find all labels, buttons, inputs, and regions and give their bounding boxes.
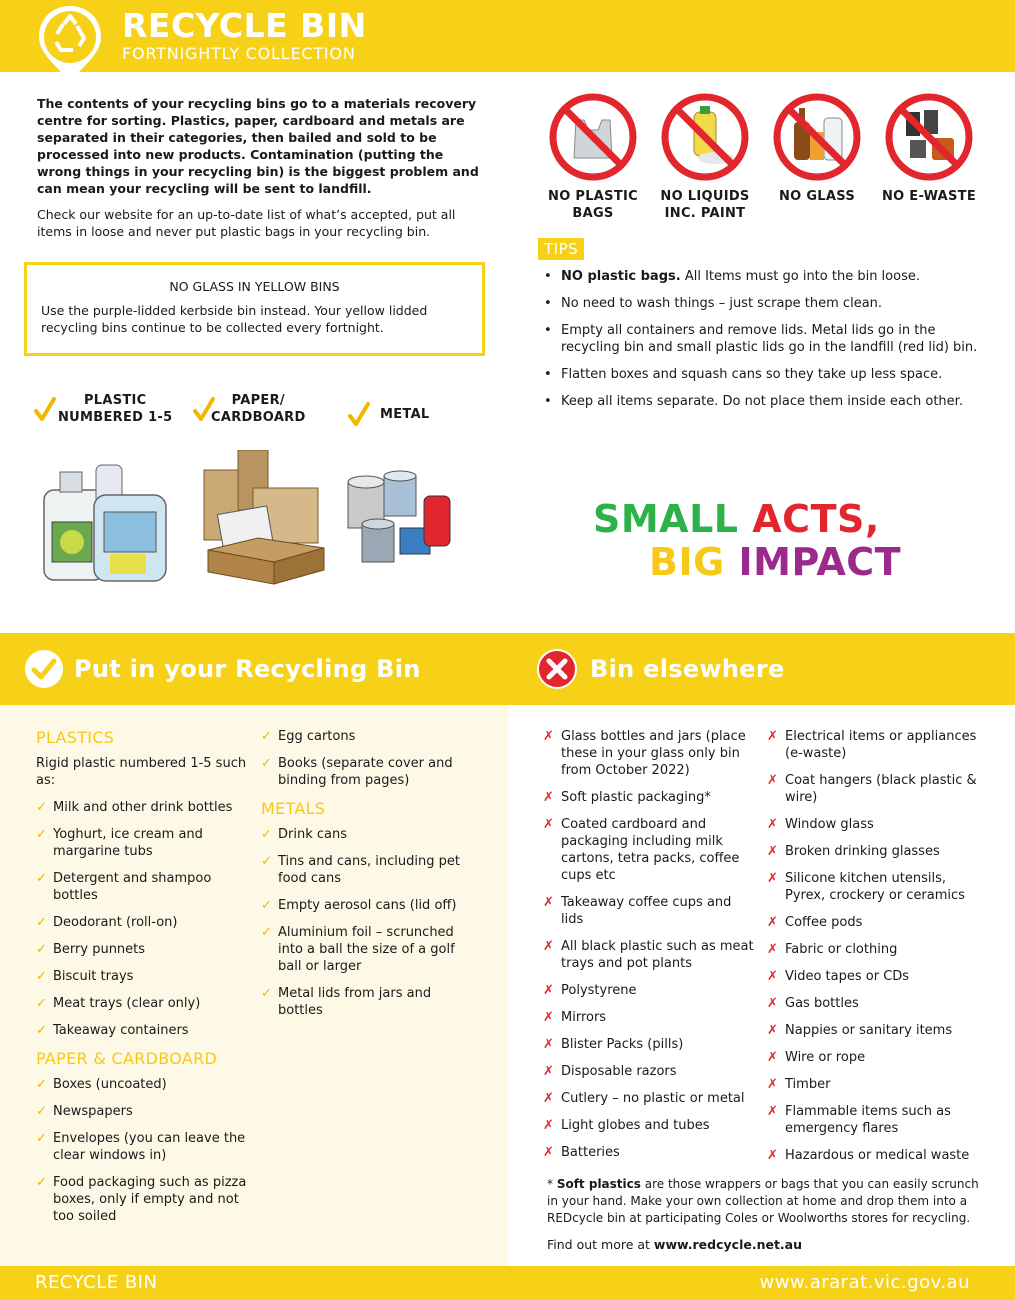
no-plastic-bags-icon: [548, 92, 638, 182]
list-item: ✓ Tins and cans, including pet food cans: [261, 853, 476, 887]
list-item: ✓ Envelopes (you can leave the clear windows in): [36, 1130, 251, 1164]
no-ewaste-label: NO E-WASTE: [881, 189, 977, 204]
list-item: ✓ Meat trays (clear only): [36, 995, 251, 1012]
list-item: ✗ Silicone kitchen utensils, Pyrex, crockery or ceramics: [767, 870, 989, 904]
list-item: ✗ Nappies or sanitary items: [767, 1022, 989, 1039]
plastics-intro: Rigid plastic numbered 1-5 such as:: [36, 756, 247, 788]
list-item: ✗ Soft plastic packaging*: [543, 789, 755, 806]
no-glass-label: NO GLASS: [778, 189, 855, 204]
no-glass-text: Use the purple-lidded kerbside bin instead. Your yellow lidded recycling bins continue to be collected every fortnight.: [41, 303, 428, 335]
tip-bold: NO plastic bags.: [561, 269, 681, 284]
metals-list: [261, 826, 476, 1019]
list-item: ✓ Empty aerosol cans (lid off): [261, 897, 476, 914]
tip-item: • Keep all items separate. Do not place them inside each other.: [544, 393, 989, 410]
tips-list: [544, 268, 989, 420]
list-item: ✗ Glass bottles and jars (place these in your glass only bin from October 2022): [543, 728, 755, 779]
list-item: ✗ Electrical items or appliances (e-waste): [767, 728, 989, 762]
slogan: [593, 498, 901, 584]
footer-title: RECYCLE BIN: [35, 1272, 158, 1293]
elsewhere-column-1: [543, 728, 755, 1171]
no-plastic-bags-label: NO PLASTIC BAGS: [548, 189, 638, 221]
find-out-label: Find out more at: [547, 1237, 654, 1252]
intro-bold-paragraph: The contents of your recycling bins go to a materials recovery centre for sorting. Plastics, paper, cardboard and metals are separated in their categories, then bailed and sold to be processed into new products. Contamination (putting the wrong things in your recycling bin) is the biggest problem and can mean your recycling will be sent to landfill.: [37, 96, 479, 196]
elsewhere-column-2: [767, 728, 989, 1174]
list-item: ✗ Polystyrene: [543, 982, 755, 999]
no-glass-title: NO GLASS IN YELLOW BINS: [169, 279, 340, 294]
tip-item: • No need to wash things – just scrape them clean.: [544, 295, 989, 312]
find-out-more: [547, 1237, 802, 1252]
no-liquids-label: NO LIQUIDS INC. PAINT: [660, 189, 750, 221]
category-plastic: [34, 392, 172, 426]
plastics-list: [36, 799, 251, 1039]
category-plastic-label: PLASTIC NUMBERED 1-5: [58, 393, 173, 425]
category-paper-label: PAPER/ CARDBOARD: [211, 393, 306, 425]
tip-item: • Flatten boxes and squash cans so they take up less space.: [544, 366, 989, 383]
list-item: ✓ Books (separate cover and binding from pages): [261, 755, 476, 789]
no-ewaste-item: [874, 92, 984, 205]
list-item: ✓ Newspapers: [36, 1103, 251, 1120]
elsewhere-list-2: [767, 728, 989, 1164]
put-in-column-2: [261, 728, 476, 1029]
list-item: ✓ Aluminium foil – scrunched into a ball the size of a golf ball or larger: [261, 924, 476, 975]
note-text: are those wrappers or bags that you can easily scrunch in your hand. Make your own collection at home and drop them into a REDcycle bin at participating Coles or Woolworths stores for recycling.: [547, 1177, 979, 1225]
list-item: ✗ Broken drinking glasses: [767, 843, 989, 860]
tip-text: All Items must go into the bin loose.: [680, 269, 920, 284]
list-item: ✗ Coffee pods: [767, 914, 989, 931]
cross-circle-icon: [537, 649, 577, 689]
no-glass-item: [762, 92, 872, 205]
tip-item: • Empty all containers and remove lids. Metal lids go in the recycling bin and small plastic lids go in the landfill (red lid) bin.: [544, 322, 989, 356]
list-item: ✗ Mirrors: [543, 1009, 755, 1026]
metals-heading: METALS: [261, 799, 326, 818]
list-item: ✗ Flammable items such as emergency flares: [767, 1103, 989, 1137]
paper-list-continued: [261, 728, 476, 789]
list-item: ✗ Coat hangers (black plastic & wire): [767, 772, 989, 806]
list-item: ✓ Deodorant (roll-on): [36, 914, 251, 931]
list-item: ✗ Disposable razors: [543, 1063, 755, 1080]
note-bold: Soft plastics: [556, 1177, 641, 1191]
list-item: ✓ Takeaway containers: [36, 1022, 251, 1039]
redcycle-link[interactable]: www.redcycle.net.au: [653, 1237, 803, 1252]
list-item: ✓ Detergent and shampoo bottles: [36, 870, 251, 904]
list-item: ✓ Metal lids from jars and bottles: [261, 985, 476, 1019]
soft-plastics-note: [547, 1176, 987, 1227]
page-subtitle: FORTNIGHTLY COLLECTION: [122, 44, 356, 63]
no-ewaste-icon: [884, 92, 974, 182]
list-item: ✗ Gas bottles: [767, 995, 989, 1012]
plastic-bottles-image: [38, 450, 170, 585]
put-in-heading: Put in your Recycling Bin: [74, 655, 421, 683]
list-item: ✗ All black plastic such as meat trays and pot plants: [543, 938, 755, 972]
list-item: ✓ Food packaging such as pizza boxes, only if empty and not too soiled: [36, 1174, 251, 1225]
no-glass-notice: [24, 262, 485, 356]
plastics-heading: PLASTICS: [36, 728, 115, 747]
category-paper: [193, 392, 306, 426]
bin-elsewhere-heading: Bin elsewhere: [590, 655, 785, 683]
tips-label: TIPS: [538, 238, 584, 260]
list-item: ✗ Coated cardboard and packaging including milk cartons, tetra packs, coffee cups etc: [543, 816, 755, 884]
list-item: ✗ Timber: [767, 1076, 989, 1093]
check-circle-icon: [24, 649, 64, 689]
cardboard-image: [198, 450, 328, 585]
list-item: ✗ Fabric or clothing: [767, 941, 989, 958]
list-item: ✗ Takeaway coffee cups and lids: [543, 894, 755, 928]
list-item: ✓ Drink cans: [261, 826, 476, 843]
category-metal: [348, 400, 430, 428]
list-item: ✗ Window glass: [767, 816, 989, 833]
list-item: ✗ Light globes and tubes: [543, 1117, 755, 1134]
list-item: ✓ Boxes (uncoated): [36, 1076, 251, 1093]
category-metal-label: METAL: [380, 406, 430, 422]
slogan-word: ACTS,: [752, 497, 880, 541]
slogan-word: SMALL: [593, 497, 739, 541]
no-glass-icon: [772, 92, 862, 182]
list-item: ✗ Wire or rope: [767, 1049, 989, 1066]
tip-item: [544, 268, 989, 285]
put-in-column-1: [36, 728, 251, 1235]
list-item: ✗ Blister Packs (pills): [543, 1036, 755, 1053]
list-item: ✓ Biscuit trays: [36, 968, 251, 985]
slogan-word: BIG: [649, 540, 725, 584]
list-item: ✓ Yoghurt, ice cream and margarine tubs: [36, 826, 251, 860]
paper-heading: PAPER & CARDBOARD: [36, 1049, 218, 1068]
list-item: ✗ Cutlery – no plastic or metal: [543, 1090, 755, 1107]
intro-paragraph: Check our website for an up-to-date list of what’s accepted, put all items in loose and never put plastic bags in your recycling bin.: [37, 207, 456, 239]
page-title: RECYCLE BIN: [122, 6, 367, 45]
elsewhere-list-1: [543, 728, 755, 1161]
slogan-word: IMPACT: [738, 540, 902, 584]
check-icon: [348, 400, 370, 428]
list-item: ✓ Milk and other drink bottles: [36, 799, 251, 816]
list-item: ✗ Batteries: [543, 1144, 755, 1161]
list-item: ✗ Video tapes or CDs: [767, 968, 989, 985]
check-icon: [34, 395, 56, 423]
no-liquids-item: [650, 92, 760, 222]
list-item: ✓ Berry punnets: [36, 941, 251, 958]
metal-cans-image: [344, 468, 456, 568]
no-liquids-icon: [660, 92, 750, 182]
list-item: ✓ Egg cartons: [261, 728, 476, 745]
no-plastic-bags-item: [538, 92, 648, 222]
website-link[interactable]: www.ararat.vic.gov.au: [759, 1272, 970, 1293]
note-star: *: [547, 1177, 557, 1191]
recycle-icon: [37, 4, 103, 84]
paper-list: [36, 1076, 251, 1225]
list-item: ✗ Hazardous or medical waste: [767, 1147, 989, 1164]
